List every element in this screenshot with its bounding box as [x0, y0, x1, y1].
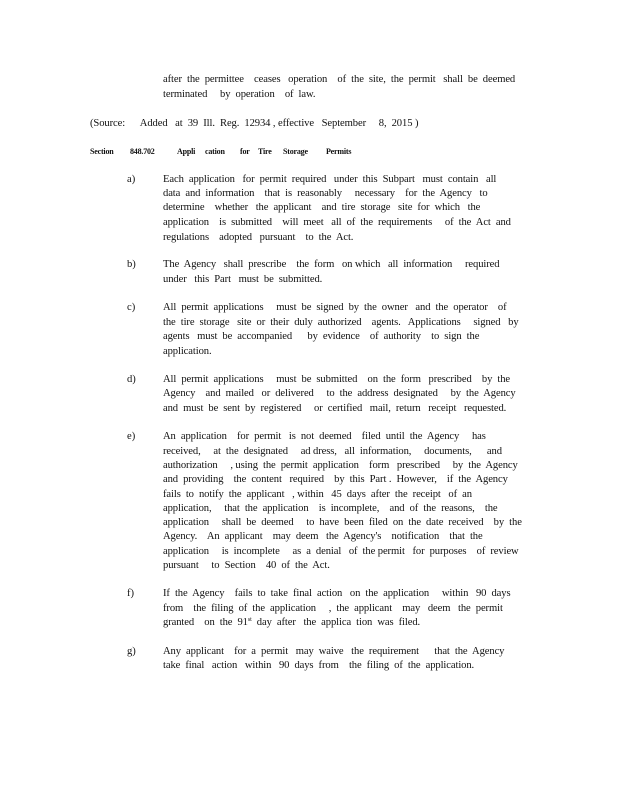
paragraph-line: Agency and mailed or delivered to the address designated by the Agency — [163, 388, 516, 399]
paragraph-line: application is incomplete as a denial of the permit for purposes of review — [163, 546, 519, 557]
continuation-line: after the permittee ceases operation of the site, the permit shall be deemed — [163, 74, 516, 85]
paragraph-line: data and information that is reasonably necessary for the Agency to — [163, 188, 488, 199]
paragraph-line: The Agency shall prescribe the form on which all information required — [163, 259, 500, 270]
paragraph-line: regulations adopted pursuant to the Act. — [163, 232, 354, 243]
paragraph-marker: e) — [127, 431, 136, 442]
section-title-part: Permits — [326, 147, 352, 156]
paragraph-marker: a) — [127, 174, 136, 185]
continuation-line: terminated by operation of law. — [163, 89, 316, 100]
paragraph-line: application. — [163, 346, 212, 357]
paragraph-line: fails to notify the applicant , within 45 days after the receipt of an — [163, 489, 472, 500]
paragraph-line: determine whether the applicant and tire storage site for which the — [163, 202, 481, 213]
paragraph-line: Any applicant for a permit may waive the requirement that the Agency — [163, 646, 505, 657]
paragraph-line: from the filing of the application , the applicant may deem the permit — [163, 603, 503, 614]
paragraph-line: and must be sent by registered or certified mail, return receipt requested. — [163, 403, 507, 414]
paragraph-line: application shall be deemed to have been filed on the date received by the — [163, 517, 522, 528]
ordinal-superscript: st — [247, 617, 252, 623]
paragraph-line: Each application for permit required under this Subpart must contain all — [163, 174, 497, 185]
paragraph-line: All permit applications must be signed by the owner and the operator of — [163, 302, 507, 313]
paragraph-line: An application for permit is not deemed filed until the Agency has — [163, 431, 486, 442]
section-number: 848.702 — [130, 147, 155, 156]
paragraph-line: authorization , using the permit application form prescribed by the Agency — [163, 460, 518, 471]
section-title-part: Storage — [283, 147, 308, 156]
paragraph-line: take final action within 90 days from the filing of the application. — [163, 660, 475, 671]
section-title-part: cation — [205, 147, 225, 156]
paragraph-line: under this Part must be submitted. — [163, 274, 323, 285]
paragraph-text-segment: granted on the 91 — [163, 617, 248, 628]
paragraph-line: and providing the content required by this Part . However, if the Agency — [163, 474, 508, 485]
paragraph-marker: b) — [127, 259, 136, 270]
section-title-part: Tire — [258, 147, 272, 156]
source-note: (Source: Added at 39 Ill. Reg. 12934 , effective September 8, 2015 ) — [90, 118, 419, 129]
paragraph-text-segment: day after the applica tion was filed. — [251, 617, 421, 628]
paragraph-line-with-superscript — [163, 616, 420, 630]
paragraph-line: application is submitted will meet all of the requirements of the Act and — [163, 217, 511, 228]
paragraph-line: the tire storage site or their duly authorized agents. Applications signed by — [163, 317, 519, 328]
paragraph-marker: g) — [127, 646, 136, 657]
section-title-part: Appli — [177, 147, 196, 156]
paragraph-line: If the Agency fails to take final action on the application within 90 days — [163, 588, 511, 599]
section-label: Section — [90, 147, 114, 156]
paragraph-line: received, at the designated ad dress, all information, documents, and — [163, 446, 502, 457]
paragraph-line: All permit applications must be submitted on the form prescribed by the — [163, 374, 511, 385]
paragraph-line: application, that the application is incomplete, and of the reasons, the — [163, 503, 498, 514]
section-title-part: for — [240, 147, 250, 156]
paragraph-marker: d) — [127, 374, 136, 385]
paragraph-marker: f) — [127, 588, 135, 599]
paragraph-line: agents must be accompanied by evidence of authority to sign the — [163, 331, 480, 342]
paragraph-marker: c) — [127, 302, 136, 313]
paragraph-line: Agency. An applicant may deem the Agency's notification that the — [163, 531, 483, 542]
paragraph-line: pursuant to Section 40 of the Act. — [163, 560, 330, 571]
